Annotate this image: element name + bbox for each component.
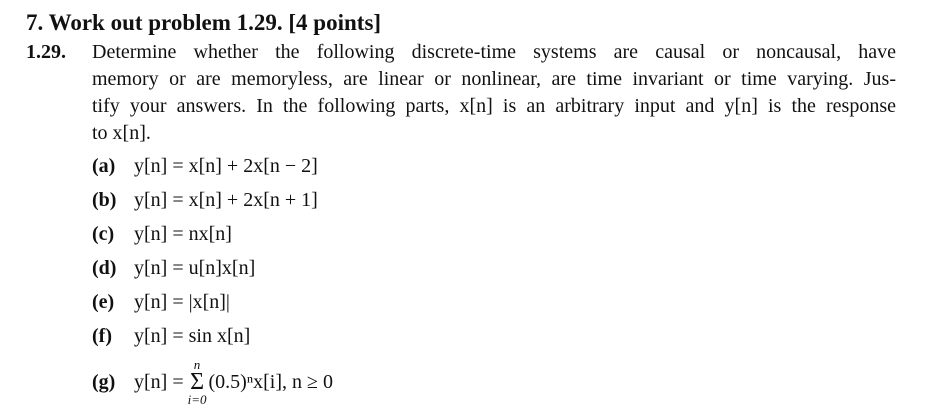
part-equation-lhs: y[n] = — [134, 370, 184, 393]
part-e — [92, 289, 896, 323]
part-label: (f) — [92, 325, 112, 347]
statement-line: to x[n]. — [92, 122, 151, 144]
summation-lower-limit: i=0 — [187, 392, 207, 407]
part-equation-rhs: (0.5)ⁿx[i], n ≥ 0 — [208, 370, 333, 393]
part-d — [92, 255, 896, 289]
part-label: (c) — [92, 223, 115, 245]
part-equation: y[n] = u[n]x[n] — [134, 257, 256, 279]
part-label: (d) — [92, 257, 117, 279]
summation — [188, 358, 207, 406]
part-equation: y[n] = x[n] + 2x[n − 2] — [134, 155, 318, 177]
question-title: 7. Work out problem 1.29. [4 points] — [26, 10, 382, 35]
part-equation: y[n] = |x[n]| — [134, 291, 230, 313]
problem-statement — [92, 39, 896, 147]
part-c — [92, 221, 896, 255]
part-b — [92, 187, 896, 221]
statement-line: Determine whether the following discrete-time systems are causal or noncausal, have — [92, 41, 896, 63]
part-label: (a) — [92, 155, 116, 177]
statement-line: tify your answers. In the following parts, x[n] is an arbitrary input and y[n] is the response — [92, 95, 896, 117]
parts-list — [92, 153, 896, 407]
statement-line: memory or are memoryless, are linear or nonlinear, are time invariant or time varying. Jus- — [92, 68, 896, 90]
part-label: (b) — [92, 189, 117, 211]
part-equation: y[n] = sin x[n] — [134, 325, 251, 347]
problem-block — [26, 39, 896, 407]
part-label: (g) — [92, 370, 116, 393]
summation-icon: Σ — [190, 369, 205, 395]
part-equation: y[n] = nx[n] — [134, 223, 232, 245]
part-label: (e) — [92, 291, 115, 313]
part-f — [92, 323, 896, 357]
part-a — [92, 153, 896, 187]
part-g — [92, 357, 896, 407]
part-equation: y[n] = x[n] + 2x[n + 1] — [134, 189, 318, 211]
summation-upper-limit: n — [193, 357, 201, 372]
problem-number: 1.29. — [26, 41, 66, 63]
